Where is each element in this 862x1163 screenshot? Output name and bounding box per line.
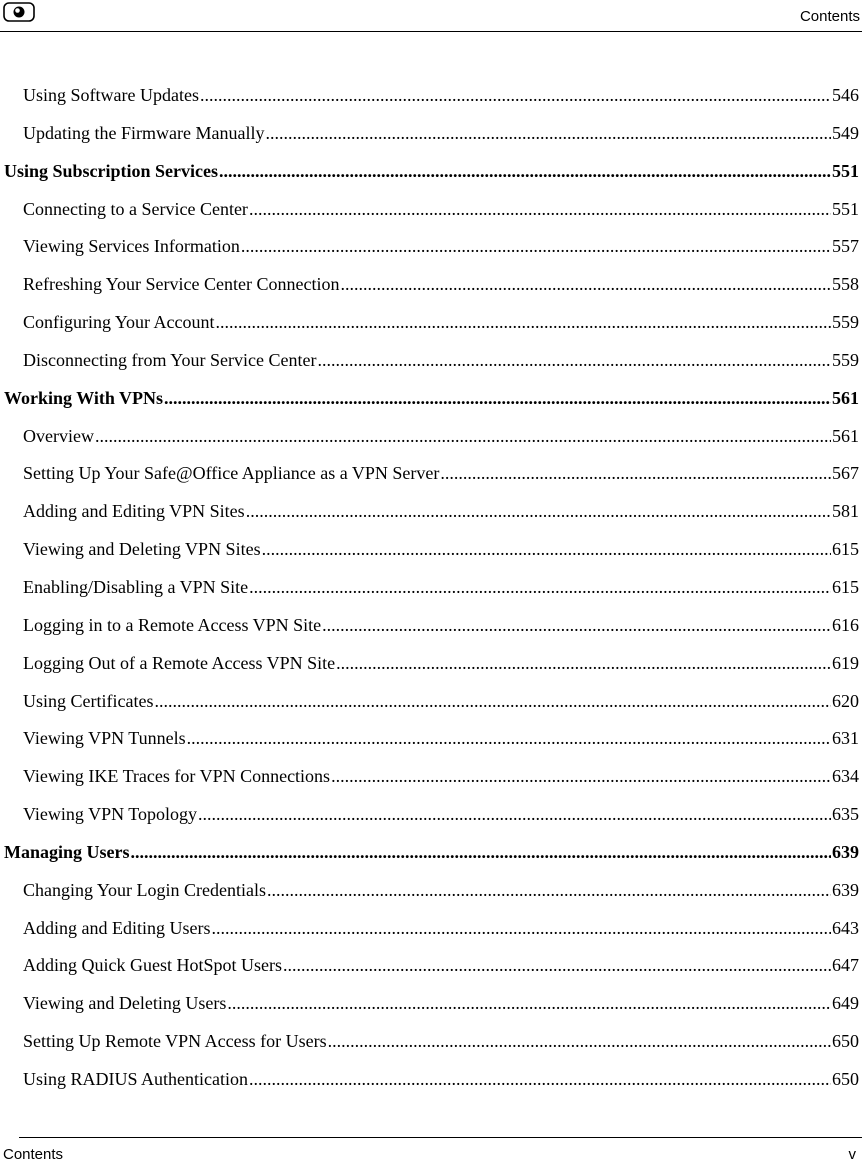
- toc-entry-page[interactable]: 561: [832, 387, 859, 408]
- toc-entry-page[interactable]: 615: [832, 539, 859, 560]
- toc-dot-leader: [249, 195, 831, 223]
- toc-entry-title[interactable]: Managing Users: [4, 841, 130, 862]
- footer-section-label: Contents: [3, 1146, 64, 1163]
- toc-section-entry[interactable]: [0, 346, 862, 384]
- toc-entry-title[interactable]: Working With VPNs: [4, 387, 164, 408]
- toc-dot-leader: [317, 346, 831, 374]
- toc-dot-leader: [154, 687, 831, 715]
- toc-entry-title[interactable]: Setting Up Remote VPN Access for Users: [23, 1031, 327, 1052]
- toc-entry-title[interactable]: Connecting to a Service Center: [23, 198, 248, 219]
- toc-section-entry[interactable]: [0, 724, 862, 762]
- toc-section-entry[interactable]: [0, 422, 862, 460]
- toc-entry-page[interactable]: 615: [832, 576, 859, 597]
- toc-entry-page[interactable]: 647: [832, 955, 859, 976]
- toc-section-entry[interactable]: [0, 800, 862, 838]
- toc-entry-title[interactable]: Adding and Editing VPN Sites: [23, 501, 245, 522]
- toc-entry-title[interactable]: Viewing and Deleting Users: [23, 993, 227, 1014]
- toc-entry-page[interactable]: 635: [832, 804, 859, 825]
- toc-entry-title[interactable]: Refreshing Your Service Center Connection: [23, 274, 340, 295]
- toc-dot-leader: [340, 270, 831, 298]
- toc-section-entry[interactable]: [0, 649, 862, 687]
- toc-entry-title[interactable]: Logging in to a Remote Access VPN Site: [23, 614, 322, 635]
- toc-entry-page[interactable]: 581: [832, 501, 859, 522]
- toc-entry-page[interactable]: 559: [832, 312, 859, 333]
- toc-entry-page[interactable]: 551: [832, 160, 859, 181]
- toc-dot-leader: [267, 876, 831, 904]
- toc-entry-title[interactable]: Using Certificates: [23, 690, 154, 711]
- toc-entry-page[interactable]: 631: [832, 728, 859, 749]
- toc-entry-title[interactable]: Changing Your Login Credentials: [23, 879, 266, 900]
- toc-entry-title[interactable]: Using RADIUS Authentication: [23, 1068, 248, 1089]
- toc-entry-page[interactable]: 634: [832, 766, 859, 787]
- toc-section-entry[interactable]: [0, 951, 862, 989]
- toc-entry-page[interactable]: 620: [832, 690, 859, 711]
- toc-entry-page[interactable]: 557: [832, 236, 859, 257]
- toc-section-entry[interactable]: [0, 1065, 862, 1103]
- toc-entry-title[interactable]: Setting Up Your Safe@Office Appliance as a VPN Server: [23, 463, 440, 484]
- toc-entry-title[interactable]: Updating the Firmware Manually: [23, 122, 265, 143]
- toc-dot-leader: [249, 573, 831, 601]
- toc-dot-leader: [262, 535, 831, 563]
- toc-entry-title[interactable]: Logging Out of a Remote Access VPN Site: [23, 652, 336, 673]
- toc-entry-title[interactable]: Disconnecting from Your Service Center: [23, 349, 317, 370]
- toc-dot-leader: [131, 838, 832, 866]
- toc-entry-page[interactable]: 549: [832, 122, 859, 143]
- toc-chapter-entry[interactable]: [0, 384, 862, 422]
- toc-entry-title[interactable]: Overview: [23, 425, 94, 446]
- toc-dot-leader: [331, 762, 831, 790]
- check-point-logo-icon: [3, 2, 35, 22]
- toc-dot-leader: [164, 384, 831, 412]
- toc-dot-leader: [246, 497, 831, 525]
- toc-dot-leader: [198, 800, 831, 828]
- toc-section-entry[interactable]: [0, 270, 862, 308]
- toc-entry-page[interactable]: 567: [832, 463, 859, 484]
- toc-entry-title[interactable]: Viewing VPN Tunnels: [23, 728, 186, 749]
- toc-entry-title[interactable]: Using Software Updates: [23, 85, 199, 105]
- toc-section-entry[interactable]: [0, 989, 862, 1027]
- toc-chapter-entry[interactable]: [0, 157, 862, 195]
- toc-chapter-entry[interactable]: [0, 838, 862, 876]
- toc-dot-leader: [216, 308, 831, 336]
- toc-entry-title[interactable]: Viewing Services Information: [23, 236, 240, 257]
- toc-section-entry[interactable]: [0, 497, 862, 535]
- toc-entry-page[interactable]: 643: [832, 917, 859, 938]
- toc-entry-page[interactable]: 639: [832, 841, 859, 862]
- header-title: Contents: [799, 8, 860, 25]
- toc-dot-leader: [322, 611, 831, 639]
- toc-entry-title[interactable]: Adding Quick Guest HotSpot Users: [23, 955, 282, 976]
- toc-dot-leader: [328, 1027, 831, 1055]
- toc-entry-title[interactable]: Adding and Editing Users: [23, 917, 211, 938]
- toc-entry-title[interactable]: Enabling/Disabling a VPN Site: [23, 576, 249, 597]
- toc-entry-page[interactable]: 616: [832, 614, 859, 635]
- toc-dot-leader: [211, 914, 831, 942]
- toc-entry-page[interactable]: 559: [832, 349, 859, 370]
- toc-entry-page[interactable]: 650: [832, 1068, 859, 1089]
- toc-section-entry[interactable]: [0, 762, 862, 800]
- footer-rule: [19, 1137, 862, 1138]
- toc-entry-page[interactable]: 546: [832, 85, 859, 105]
- toc-entry-page[interactable]: 650: [832, 1031, 859, 1052]
- toc-entry-title[interactable]: Viewing IKE Traces for VPN Connections: [23, 766, 331, 787]
- toc-dot-leader: [440, 459, 831, 487]
- toc-dot-leader: [200, 81, 831, 109]
- toc-entry-title[interactable]: Using Subscription Services: [4, 160, 219, 181]
- toc-dot-leader: [95, 422, 831, 450]
- toc-dot-leader: [187, 724, 831, 752]
- toc-section-entry[interactable]: [0, 308, 862, 346]
- toc-entry-page[interactable]: 561: [832, 425, 859, 446]
- toc-entry-title[interactable]: Viewing and Deleting VPN Sites: [23, 539, 261, 560]
- toc-section-entry[interactable]: [0, 119, 862, 157]
- toc-section-entry[interactable]: [0, 1027, 862, 1065]
- toc-entry-page[interactable]: 558: [832, 274, 859, 295]
- toc-section-entry[interactable]: [0, 195, 862, 233]
- toc-entry-title[interactable]: Viewing VPN Topology: [23, 804, 198, 825]
- toc-section-entry[interactable]: [0, 876, 862, 914]
- toc-section-entry[interactable]: [0, 573, 862, 611]
- page-header: [0, 0, 862, 32]
- toc-entry-page[interactable]: 619: [832, 652, 859, 673]
- toc-dot-leader: [336, 649, 831, 677]
- toc-dot-leader: [241, 232, 831, 260]
- toc-dot-leader: [265, 119, 831, 147]
- toc-section-entry[interactable]: [0, 459, 862, 497]
- toc-section-entry[interactable]: [0, 687, 862, 725]
- table-of-contents: [0, 81, 862, 1103]
- toc-dot-leader: [227, 989, 831, 1017]
- toc-section-entry[interactable]: [0, 81, 862, 119]
- toc-dot-leader: [249, 1065, 831, 1093]
- toc-dot-leader: [283, 951, 831, 979]
- toc-dot-leader: [219, 157, 831, 185]
- toc-entry-page[interactable]: 551: [832, 198, 859, 219]
- toc-entry-title[interactable]: Configuring Your Account: [23, 312, 215, 333]
- toc-entry-page[interactable]: 639: [832, 879, 859, 900]
- toc-section-entry[interactable]: [0, 535, 862, 573]
- toc-section-entry[interactable]: [0, 232, 862, 270]
- toc-section-entry[interactable]: [0, 914, 862, 952]
- toc-section-entry[interactable]: [0, 611, 862, 649]
- toc-entry-page[interactable]: 649: [832, 993, 859, 1014]
- footer-page-number: v: [848, 1146, 856, 1163]
